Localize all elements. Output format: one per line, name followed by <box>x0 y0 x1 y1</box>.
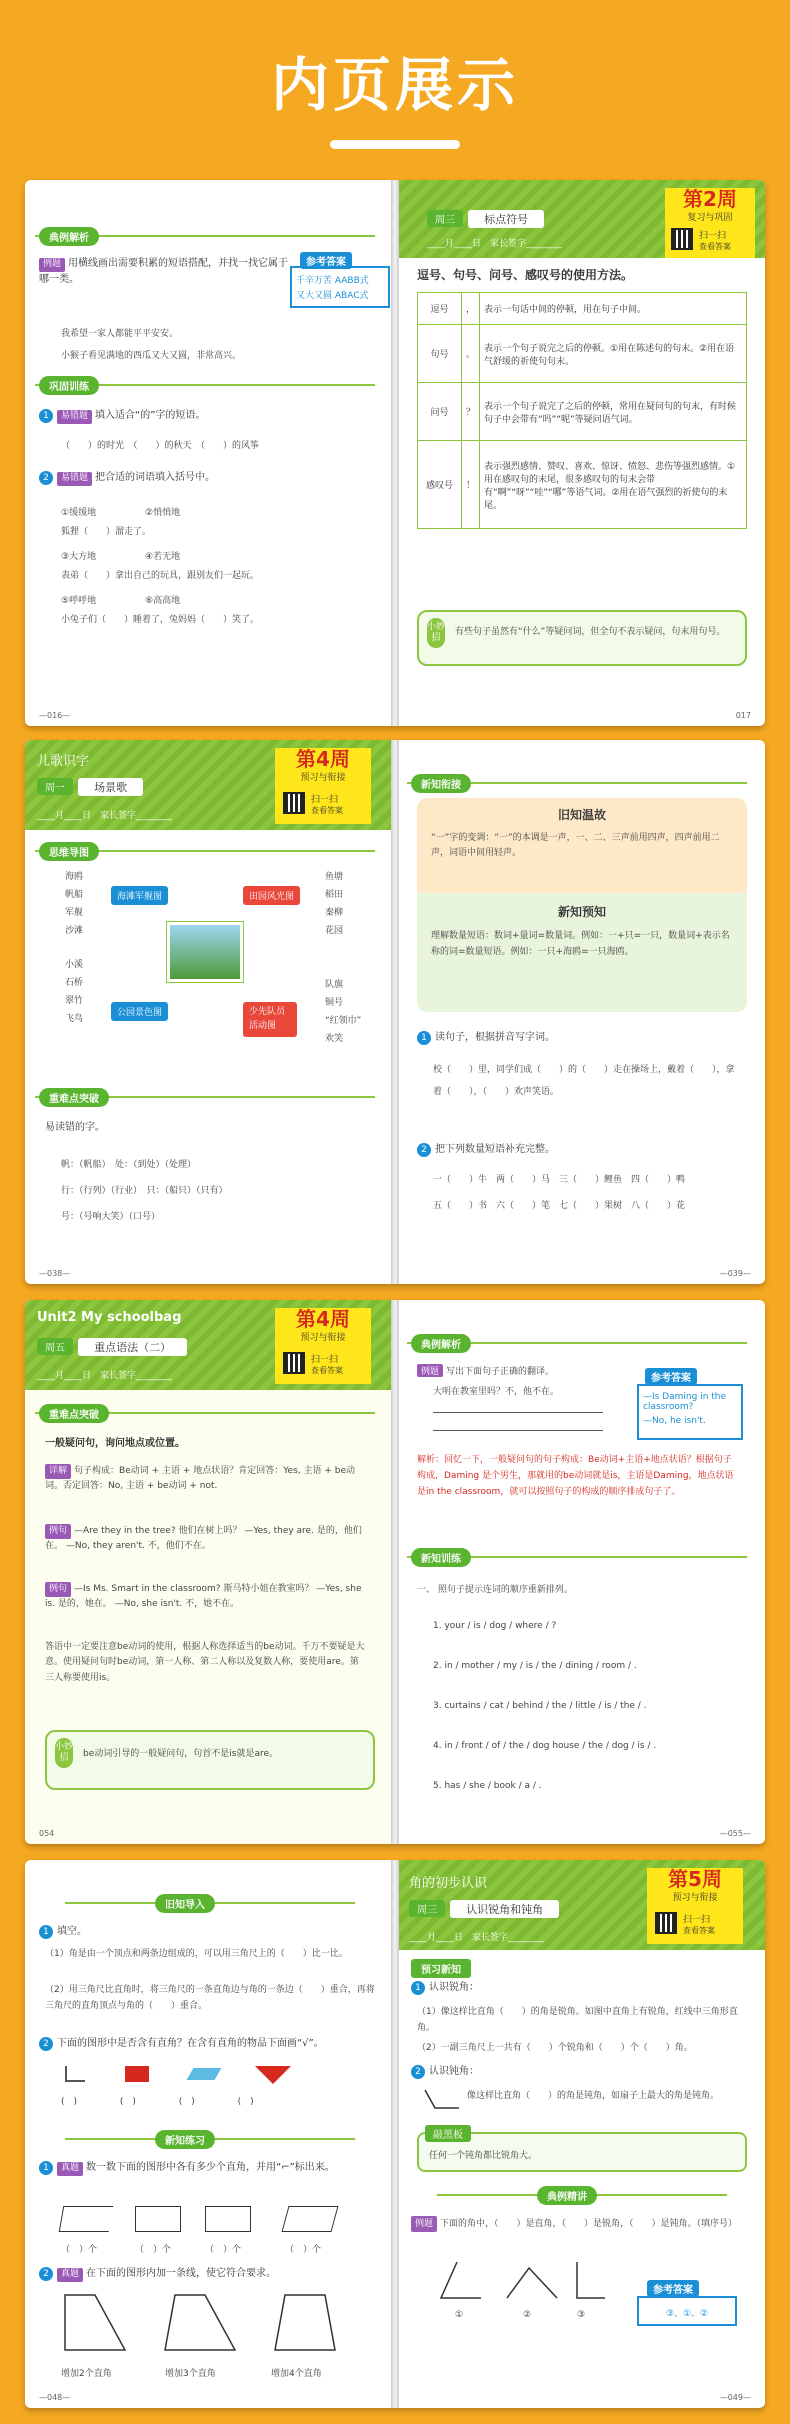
answer-line-1: 千辛万苦 AABB式 <box>296 276 369 286</box>
page-number: —055— <box>719 1829 751 1838</box>
lesson-title: 场景歌 <box>78 778 143 796</box>
spread-scene-song <box>25 740 765 1284</box>
week-badge <box>647 1868 743 1944</box>
fact-box <box>417 2132 747 2172</box>
obtuse-angle-icon <box>421 2088 461 2110</box>
sentence-1: 我希望一家人都能平平安安。 <box>61 329 179 339</box>
scan-sublabel: 查看答案 <box>699 242 731 251</box>
q2-line-1: 一（ ）牛 两（ ）马 三（ ）鲤鱼 四（ ）鸭 <box>433 1175 686 1185</box>
tip-box <box>45 1730 375 1790</box>
spread-punctuation <box>25 180 765 726</box>
page-number: —038— <box>39 1269 71 1278</box>
word-list-right: 鱼塘 稻田 秦柳 花园 <box>325 872 344 936</box>
list-item: 3. curtains / cat / behind / the / little / is / the / . <box>433 1701 647 1711</box>
q4-label-3: 增加4个直角 <box>271 2369 322 2379</box>
k2-text: 认识钝角： <box>429 2066 479 2077</box>
page-017 <box>397 180 765 726</box>
mindmap-node-2: 田园风光图 <box>243 886 300 905</box>
practice-heading: 一、 照句子提示连词的顺序重新排列。 <box>417 1585 573 1595</box>
answer-box <box>637 1384 743 1440</box>
shape-1 <box>59 2206 114 2232</box>
week-badge <box>275 1308 371 1384</box>
answer-line-1: —Is Daming in the classroom? <box>643 1392 727 1412</box>
table-row: 句号 。 表示一个句子说完之后的停顿。①用在陈述句的句末。②用在语气舒缓的祈使句句末。 <box>418 325 747 383</box>
page-048: 旧知导入 1 填空。 （1）角是由一个顶点和两条边组成的，可以用三角尺上的（ ）比一比。 （2）用三角尺比直角时，将三角尺的一条直角边与角的一条边（ ）重合，再将三角尺的直角顶点与角的（ ）重合。 2 下面的图形中是否含有直角？在含有直角的物品下面画“√”。 ( ) ( ) ( ) ( ) 新知练习 1 真题 数一数下面的图形中各有多少个直角，并用“⌐”标出来。 （ ）个 （ ）个 （ ）个 （ ）个 2 真题 在下面的图形内加一条线，使它符合要求。 增加2个直角 增加3个直角 增加4个直角 —048— <box>25 1860 393 2408</box>
week-number: 第4周 <box>296 747 350 771</box>
fact-text: 任何一个钝角都比锐角大。 <box>429 2151 538 2161</box>
option-3: ③大方地 <box>61 552 97 562</box>
page-049: 角的初步认识 周三 认识锐角和钝角 ____月____日 家长签字________ 第5周 预习与衔接 扫一扫 查看答案 预习新知 1 认识锐角： （1）像这样比直角（ ）的角是锐角。如图中直角上有锐角，红线中三角形直角。 （2）一副三角尺上一共有（ ）个锐角和（ ）个（ ）角。 2 认识钝角： 像这样比直角（ ）的角是钝角，如扇子上最大的角是钝角。 敲黑板 任何一个钝角都比锐角大。 典例精讲 例题 下面的角中，（ ）是直角，（ ）是锐角，（ ）是钝角。（填序号） ① ② ③ 参考答案 ③、①、② —049— <box>397 1860 765 2408</box>
q1-tag: 易错题 <box>57 410 92 424</box>
k2-part-a: 像这样比直角（ ）的角是钝角，如扇子上最大的角是钝角。 <box>467 2091 720 2101</box>
section-key-points: 重难点突破 <box>39 1088 109 1107</box>
q4-shapes <box>55 2290 355 2360</box>
practice-list <box>433 1606 733 1806</box>
q1-part-b: （2）用三角尺比直角时，将三角尺的一条直角边与角的一条边（ ）重合，再将三角尺的直角顶点与角的（ ）重合。 <box>45 1985 375 2012</box>
mindmap-node-4: 少先队员活动图 <box>243 1002 297 1037</box>
section-key-points: 重难点突破 <box>39 1404 109 1423</box>
explain-tag: 详解 <box>45 1464 71 1479</box>
hero-underline <box>330 140 460 149</box>
week-number: 第4周 <box>296 1307 350 1331</box>
q2-text: 把下列数量短语补充完整。 <box>435 1144 555 1155</box>
tip-text: be动词引导的一般疑问句，句首不是is就是are。 <box>83 1749 278 1759</box>
table-row: 逗号 ， 表示一句话中间的停顿，用在句子中间。 <box>418 293 747 325</box>
q1-text: 读句子，根据拼音写字词。 <box>435 1032 555 1043</box>
page-number: 017 <box>735 711 751 720</box>
q2-text: 把合适的词语填入括号中。 <box>95 472 216 483</box>
qr-code[interactable] <box>283 1352 305 1374</box>
key-line-3: 号：（号响大笑）（口号） <box>61 1212 161 1222</box>
triangle-icon <box>255 2066 291 2084</box>
q4-label-1: 增加2个直角 <box>61 2369 112 2379</box>
lesson-title: 重点语法（二） <box>78 1338 187 1356</box>
example-text: 写出下面句子正确的翻译。 <box>446 1367 555 1377</box>
example-tag: 例题 <box>417 1364 443 1377</box>
answer-head: 参考答案 <box>645 1368 697 1385</box>
q3-tag: 真题 <box>57 2162 83 2176</box>
knowledge-card <box>417 798 747 1012</box>
scan-label: 扫一扫 <box>699 231 727 241</box>
scene-image <box>167 922 243 982</box>
tab-day: 周三 <box>409 1900 445 1917</box>
fact-tag: 敲黑板 <box>425 2125 471 2142</box>
option-2: ②悄悄地 <box>145 508 181 518</box>
scan-label: 扫一扫 <box>311 795 339 805</box>
q3-blank-1: （ ）个 <box>61 2245 98 2255</box>
hero-banner <box>0 0 790 175</box>
word-list-right-2: 队旗 铜号 “红领巾” 欢笑 <box>325 980 362 1044</box>
flag-icon <box>125 2066 149 2082</box>
spread-angles <box>25 1860 765 2408</box>
spread-english-grammar <box>25 1300 765 1844</box>
list-item: 2. in / mother / my / is / the / dining / room / . <box>433 1661 637 1671</box>
date-sign-line: ____月____日 家长签字________ <box>37 811 173 821</box>
q2-text: 下面的图形中是否含有直角？在含有直角的物品下面画“√”。 <box>57 2038 324 2049</box>
q1-text: 填空。 <box>57 1926 87 1937</box>
sentence-2: 小猴子看见满地的西瓜又大又圆，非常高兴。 <box>61 351 242 361</box>
page-038 <box>25 740 393 1284</box>
option-5: ⑤呼呼地 <box>61 596 97 606</box>
option-4: ④若无地 <box>145 552 181 562</box>
q2-line-3: 小兔子们（ ）睡着了，兔妈妈（ ）笑了。 <box>61 615 260 625</box>
page-054 <box>25 1300 393 1844</box>
example-angles <box>437 2258 607 2308</box>
week-number: 第2周 <box>683 187 737 211</box>
k1-part-a: （1）像这样比直角（ ）的角是锐角。如图中直角上有锐角，红线中三角形直角。 <box>417 2007 738 2034</box>
qr-code[interactable] <box>671 228 693 250</box>
page-039: 新知衔接 旧知温故 “一”字的变调：“一”的本调是一声，一、二、三声前用四声，四声前用二声，词语中间用轻声。 新知预知 理解数量短语：数词+量词=数量词。例如：一+只=一只，数量词+表示名称的词=数量短语。例如：一只+海鸥=一只海鸥。 1 读句子，根据拼音写字词。 校（ ）里，同学们成（ ）的（ ）走在操场上，戴着（ ），拿着（ ），（ ）欢声笑语。 2 把下列数量短语补充完整。 一（ ）牛 两（ ）马 三（ ）鲤鱼 四（ ）鸭 五（ ）书 六（ ）笔 七（ ）果树 八（ ）花 —039— <box>397 740 765 1284</box>
tab-day: 周五 <box>37 1338 73 1355</box>
mindmap-node-3: 公园景色图 <box>111 1002 168 1021</box>
date-sign-line: ____月____日 家长签字________ <box>427 239 563 249</box>
list-item: 4. in / front / of / the / dog house / the / dog / is / . <box>433 1741 657 1751</box>
section-practice: 巩固训练 <box>39 376 99 395</box>
answer-box <box>290 266 390 308</box>
section-review: 旧知导入 <box>155 1894 215 1913</box>
example-1: —Are they in the tree? 他们在树上吗？ —Yes, they are. 是的，他们在。 —No, they aren't. 不，他们不在。 <box>45 1526 362 1552</box>
page-number: —048— <box>39 2393 71 2402</box>
grammar-note: 答语中一定要注意be动词的使用，根据人称选择适当的be动词。千万不要疑是大意。使用疑问句时be动词，第一人称、第二人称以及复数人称，要使用are。第三人称要使用is。 <box>45 1642 365 1683</box>
q1-part-a: （1）角是由一个顶点和两条边组成的，可以用三角尺上的（ ）比一比。 <box>45 1949 348 1959</box>
scan-label: 扫一扫 <box>683 1915 711 1925</box>
page-number: —039— <box>719 1269 751 1278</box>
q2-line-2: 五（ ）书 六（ ）笔 七（ ）果树 八（ ）花 <box>433 1201 686 1211</box>
date-sign-line: ____月____日 家长签字________ <box>409 1933 545 1943</box>
week-badge <box>275 748 371 824</box>
q1-text: 填入适合“的”字的短语。 <box>95 410 206 421</box>
example-question: 大明在教室里吗？不，他不在。 <box>433 1387 560 1397</box>
week-subtitle: 预习与衔接 <box>300 773 346 783</box>
key-line-2: 行：（行列）（行业） 只：（船只）（只有） <box>61 1186 228 1196</box>
word-list-left-2: 小溪 石桥 翠竹 飞鸟 <box>65 960 84 1024</box>
answer-head: 参考答案 <box>647 2280 699 2297</box>
answer-head: 参考答案 <box>300 252 352 269</box>
q4-tag: 真题 <box>57 2268 83 2282</box>
q2-line-2: 表弟（ ）拿出自己的玩具，跟别友们一起玩。 <box>61 571 260 581</box>
tip-label: 小妙招 <box>427 618 445 648</box>
scan-sublabel: 查看答案 <box>311 1366 343 1375</box>
section-mindmap: 思维导图 <box>39 842 99 861</box>
page-number: 054 <box>39 1829 55 1838</box>
angle-label-1: ① <box>455 2310 464 2320</box>
q1-answer: 校（ ）里，同学们成（ ）的（ ）走在操场上，戴着（ ），拿着（ ），（ ）欢声笑语。 <box>433 1065 735 1097</box>
k1-text: 认识锐角： <box>429 1982 479 1993</box>
tab-day: 周三 <box>427 210 463 227</box>
section-typical: 典例解析 <box>39 227 99 246</box>
tip-box <box>417 610 747 666</box>
page-number: —016— <box>39 711 71 720</box>
week-number: 第5周 <box>668 1867 722 1891</box>
unit-title: 角的初步认识 <box>409 1876 488 1891</box>
grammar-heading: 一般疑问句，询问地点或位置。 <box>45 1438 185 1449</box>
q1-blanks: （ ）的时光 （ ）的秋天 （ ）的风筝 <box>61 441 260 451</box>
q3-blank-3: （ ）个 <box>205 2245 242 2255</box>
table-row: 感叹号 ！ 表示强烈感情、赞叹、喜欢、惊讶、愤怒、悲伤等强烈感情。①用在感叹句的末尾，很多感叹句的句末会带有“啊”“呀”“哇”“哪”等语气词。②用在语气强烈的祈使句的末尾。 <box>418 441 747 529</box>
tip-label: 小妙招 <box>55 1738 73 1768</box>
q4-text: 在下面的图形内加一条线，使它符合要求。 <box>86 2268 277 2279</box>
parallelogram-icon <box>187 2068 222 2080</box>
table-row: 问号 ？ 表示一个句子说完了之后的停顿，常用在疑问句的句末，有时候句子中会带有“吗”“呢”等疑问语气词。 <box>418 383 747 441</box>
list-item: 5. has / she / book / a / . <box>433 1781 542 1791</box>
section-practice: 新知训练 <box>411 1548 471 1567</box>
q2-line-1: 狐狸（ ）溜走了。 <box>61 527 152 537</box>
section-preview: 预习新知 <box>411 1959 471 1978</box>
q4-label-2: 增加3个直角 <box>165 2369 216 2379</box>
scan-label: 扫一扫 <box>311 1355 339 1365</box>
scan-sublabel: 查看答案 <box>311 806 343 815</box>
shape-3 <box>205 2206 251 2232</box>
explain-text: 句子构成：Be动词 + 主语 + 地点状语？肯定回答：Yes, 主语 + be动词。否定回答：No, 主语 + be动词 + not. <box>45 1466 356 1492</box>
shape-2 <box>135 2206 181 2232</box>
table-heading: 逗号、句号、问号、感叹号的使用方法。 <box>417 268 634 282</box>
old-knowledge-head: 旧知温故 <box>557 808 606 822</box>
answer-box <box>637 2296 737 2326</box>
example-tag-2: 例句 <box>45 1582 71 1597</box>
key-line-1: 帆：（帆船） 处：（到处）（处理） <box>61 1160 197 1170</box>
week-subtitle: 预习与衔接 <box>672 1893 718 1903</box>
example-text: 用横线画出需要积累的短语搭配，并找一找它属于哪一类。 <box>39 258 289 285</box>
qr-code[interactable] <box>655 1912 677 1934</box>
angle-label-2: ② <box>523 2310 532 2320</box>
angle-label-3: ③ <box>577 2310 586 2320</box>
section-new-knowledge: 新知衔接 <box>411 774 471 793</box>
mindmap-node-1: 海滩军舰图 <box>111 886 168 905</box>
section-typical: 典例精讲 <box>537 2186 597 2205</box>
key-question: 易读错的字。 <box>45 1122 105 1133</box>
q2-blanks: ( ) ( ) ( ) ( ) <box>61 2097 254 2107</box>
tip-text: 有些句子虽然有“什么”等疑问词，但全句不表示疑问，句末用句号。 <box>455 627 726 637</box>
example-2: —Is Ms. Smart in the classroom? 斯马特小姐在教室吗？ —Yes, she is. 是的，她在。 —No, she isn't. 不，她不在。 <box>45 1584 362 1610</box>
word-list-left: 海鸥 帆船 军舰 沙滩 <box>65 872 84 936</box>
k1-part-b: （2）一副三角尺上一共有（ ）个锐角和（ ）个（ ）角。 <box>417 2043 693 2053</box>
example-tag-1: 例句 <box>45 1524 71 1539</box>
section-new-practice: 新知练习 <box>155 2130 215 2149</box>
unit-title: Unit2 My schoolbag <box>37 1310 182 1325</box>
lesson-title: 认识锐角和钝角 <box>450 1900 559 1918</box>
lesson-title: 标点符号 <box>468 210 544 228</box>
q3-blank-4: （ ）个 <box>285 2245 322 2255</box>
page-number: —049— <box>719 2393 751 2402</box>
list-item: 1. your / is / dog / where / ? <box>433 1621 557 1631</box>
example-tag: 例题 <box>411 2216 437 2232</box>
hero-title: 内页展示 <box>270 51 519 119</box>
week-badge <box>665 188 755 258</box>
option-6: ⑥高高地 <box>145 596 181 606</box>
new-knowledge-text: 理解数量短语：数词+量词=数量词。例如：一+只=一只，数量词+表示名称的词=数量短语。例如：一只+海鸥=一只海鸥。 <box>431 931 730 958</box>
example-text: 下面的角中，（ ）是直角，（ ）是锐角，（ ）是钝角。（填序号） <box>440 2219 738 2229</box>
answer-line-2: —No, he isn't. <box>643 1416 706 1426</box>
q3-text: 数一数下面的图形中各有多少个直角，并用“⌐”标出来。 <box>86 2162 335 2173</box>
answer-line-2: 又大又圆 ABAC式 <box>296 291 369 301</box>
week-subtitle: 预习与衔接 <box>300 1333 346 1343</box>
q3-blank-2: （ ）个 <box>135 2245 172 2255</box>
example-label: 例题 <box>39 258 65 272</box>
scan-sublabel: 查看答案 <box>683 1926 715 1935</box>
section-typical: 典例解析 <box>411 1334 471 1353</box>
qr-code[interactable] <box>283 792 305 814</box>
old-knowledge-text: “一”字的变调：“一”的本调是一声，一、二、三声前用四声，四声前用二声，词语中间用轻声。 <box>431 833 720 859</box>
new-knowledge-head: 新知预知 <box>557 905 606 919</box>
week-subtitle: 复习与巩固 <box>687 213 733 223</box>
tab-day: 周一 <box>37 778 73 795</box>
option-1: ①缓缓地 <box>61 508 97 518</box>
date-sign-line: ____月____日 家长签字________ <box>37 1371 173 1381</box>
q2-tag: 易错题 <box>57 472 92 486</box>
answer-text: ③、①、② <box>665 2309 709 2319</box>
shape-4 <box>282 2206 339 2232</box>
analysis-text: 解析：回忆一下，一般疑问句的句子构成：Be动词+主语+地点状语？根据句子构成，Daming 是个男生，那就用的be动词就是is，主语是Daming，地点状语是in the classroom，就可以按照句子的构成的顺序排成句子了。 <box>417 1455 734 1498</box>
page-055 <box>397 1300 765 1844</box>
unit-title: 儿歌识字 <box>37 754 90 769</box>
punctuation-table <box>417 292 747 529</box>
shape-angle-icon <box>65 2066 85 2082</box>
page-016: 典例解析 例题 用横线画出需要积累的短语搭配，并找一找它属于哪一类。 千辛万苦 AABB式 又大又圆 ABAC式 参考答案 我希望一家人都能平平安安。 小猴子看见满地的西瓜又大又圆，非常高兴。 巩固训练 1 易错题 填入适合“的”字的短语。 （ ）的时光 （ ）的秋天 （ ）的风筝 2 易错题 把合适的词语填入括号中。 ①缓缓地 ③大方地 ⑤呼呼地 ②悄悄地 ④若无地 ⑥高高地 狐狸（ ）溜走了。 表弟（ ）拿出自己的玩具，跟别友们一起玩。 小兔子们（ ）睡着了，兔妈妈（ ）笑了。 —016— <box>25 180 393 726</box>
